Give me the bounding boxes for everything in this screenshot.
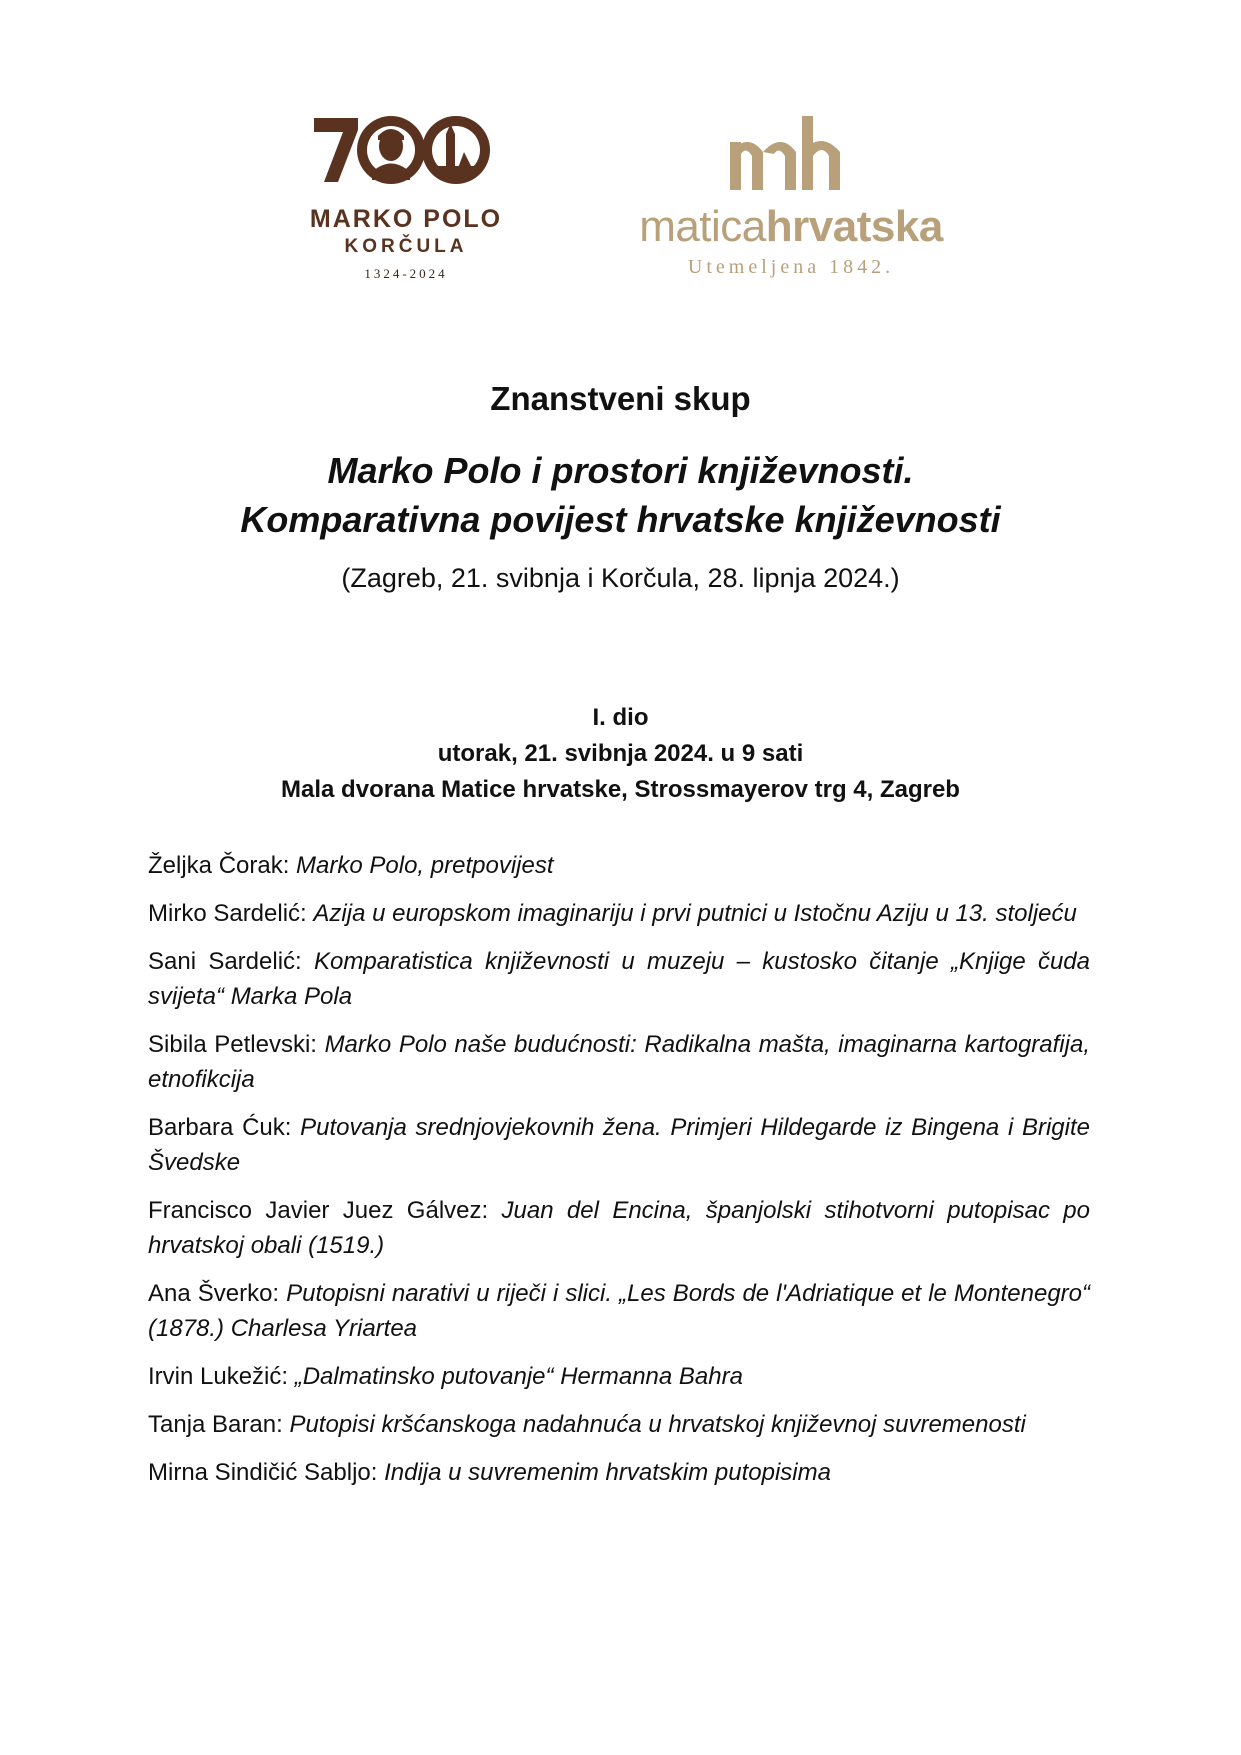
matica-hrvatska-logo	[636, 112, 946, 282]
program-item	[148, 1193, 1090, 1263]
speaker-name: Mirna Sindičić Sabljo:	[148, 1459, 378, 1486]
section-venue: Mala dvorana Matice hrvatske, Strossmayerov trg 4, Zagreb	[281, 776, 960, 803]
speaker-name: Željka Čorak:	[148, 852, 290, 879]
talk-title: „Dalmatinsko putovanje“ Hermanna Bahra	[294, 1363, 743, 1390]
speaker-name: Sibila Petlevski:	[148, 1031, 317, 1058]
talk-title: Komparatistica književnosti u muzeju – kustosko čitanje „Knjige čuda svijeta“ Marka Pola	[148, 948, 1091, 1010]
marko-polo-logo-years: 1324-2024	[364, 266, 448, 281]
speaker-name: Tanja Baran:	[148, 1411, 283, 1438]
event-title-line2: Komparativna povijest hrvatske književnosti	[240, 499, 1001, 540]
talk-title: Azija u europskom imaginariju i prvi putnici u Istočnu Aziju u 13. stoljeću	[313, 900, 1077, 927]
talk-title: Marko Polo naše budućnosti: Radikalna mašta, imaginarna kartografija, etnofikcija	[148, 1031, 1090, 1093]
matica-tagline: Utemeljena 1842.	[687, 256, 895, 278]
program-item	[148, 1110, 1090, 1180]
program-item	[148, 1407, 1090, 1442]
marko-polo-700-logo	[296, 110, 516, 285]
talk-title: Putopisni narativi u riječi i slici. „Les Bords de l'Adriatique et le Montenegro“ (1878.) Charlesa Yriartea	[148, 1280, 1090, 1342]
speaker-name: Irvin Lukežić:	[148, 1363, 289, 1390]
program-item	[148, 1455, 1090, 1490]
program-list	[148, 848, 1090, 1503]
event-dates: (Zagreb, 21. svibnja i Korčula, 28. lipnja 2024.)	[341, 563, 900, 593]
talk-title: Putovanja srednjovjekovnih žena. Primjeri Hildegarde iz Bingena i Brigite Švedske	[148, 1114, 1090, 1176]
talk-title: Juan del Encina, španjolski stihotvorni putopisac po hrvatskoj obali (1519.)	[148, 1197, 1090, 1259]
program-item	[148, 848, 1090, 883]
matica-hrvatska-wordmark	[636, 202, 946, 252]
event-type-heading: Znanstveni skup	[490, 380, 751, 417]
speaker-name: Ana Šverko:	[148, 1280, 280, 1307]
program-item	[148, 1276, 1090, 1346]
talk-title: Marko Polo, pretpovijest	[296, 852, 554, 879]
mh-monogram-icon	[636, 112, 946, 200]
program-item	[148, 1359, 1090, 1394]
speaker-name: Barbara Ćuk:	[148, 1114, 292, 1141]
marko-polo-logo-place: KORČULA	[344, 236, 468, 257]
program-item	[148, 944, 1090, 1014]
matica-wordmark-bold: hrvatska	[765, 202, 943, 251]
event-title-line1: Marko Polo i prostori književnosti.	[327, 450, 914, 491]
marko-polo-logo-name: MARKO POLO	[309, 205, 503, 233]
speaker-name: Sani Sardelić:	[148, 948, 302, 975]
program-item	[148, 896, 1090, 931]
talk-title: Indija u suvremenim hrvatskim putopisima	[384, 1459, 831, 1486]
matica-wordmark-light: matica	[639, 202, 766, 251]
marko-polo-emblem-icon	[296, 110, 516, 200]
talk-title: Putopisi kršćanskoga nadahnuća u hrvatskoj književnoj suvremenosti	[289, 1411, 1026, 1438]
speaker-name: Francisco Javier Juez Gálvez:	[148, 1197, 489, 1224]
program-item	[148, 1027, 1090, 1097]
speaker-name: Mirko Sardelić:	[148, 900, 307, 927]
section-datetime: utorak, 21. svibnja 2024. u 9 sati	[437, 740, 804, 767]
section-part: I. dio	[592, 704, 649, 731]
